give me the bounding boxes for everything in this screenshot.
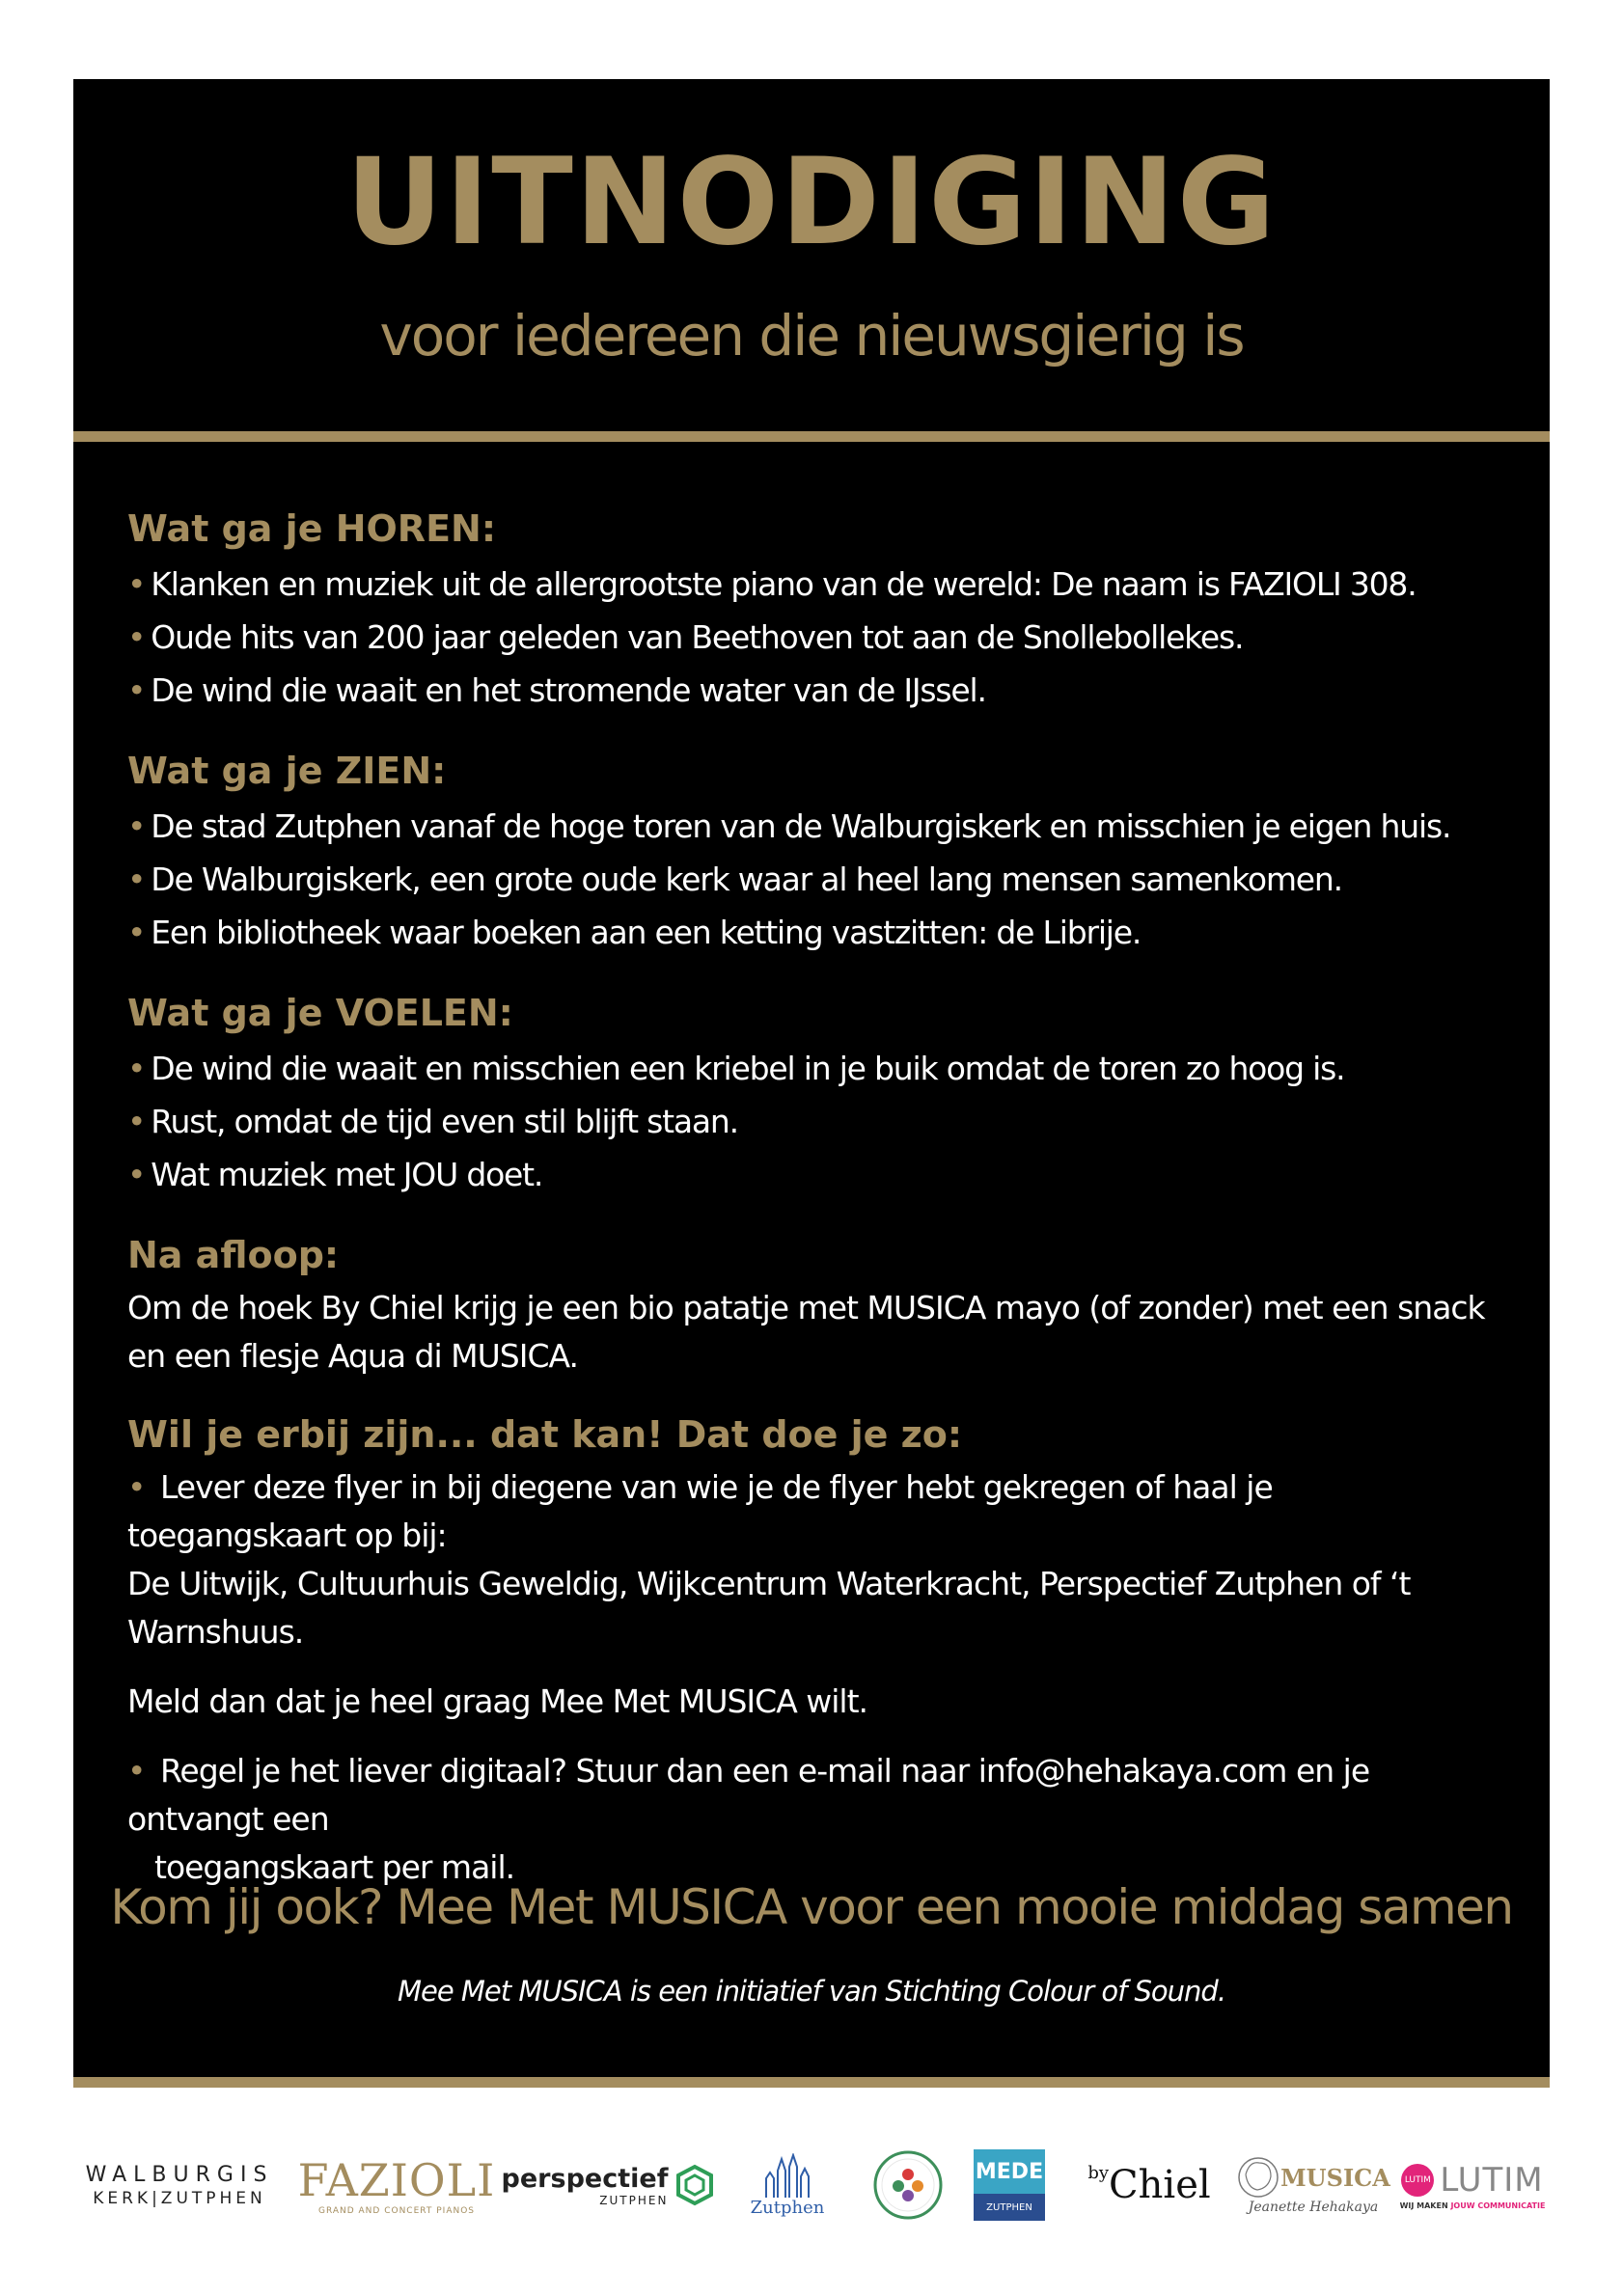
- bullet-icon: •: [127, 1050, 146, 1087]
- bullet-icon: •: [127, 618, 146, 656]
- zutphen-skyline-icon: [758, 2153, 816, 2198]
- bottom-divider: [73, 2077, 1550, 2088]
- perspectief-logo: perspectief ZUTPHEN: [498, 2132, 720, 2238]
- section-heading: Wat ga je VOELEN:: [127, 992, 513, 1034]
- section-heading: Wat ga je ZIEN:: [127, 750, 447, 792]
- bullet-icon: •: [127, 914, 146, 951]
- community-circle-icon: [872, 2149, 944, 2221]
- section-na-afloop: [127, 1230, 1498, 1380]
- by-chiel-logo: $^{by}$Chiel: [1087, 2163, 1211, 2207]
- gemeente-zutphen-logo: Zutphen: [734, 2132, 840, 2238]
- bullet-icon: •: [127, 671, 146, 709]
- bullet-icon: •: [127, 1156, 146, 1193]
- bullet-icon: •: [127, 1103, 146, 1140]
- bullet-icon: •: [127, 565, 146, 603]
- section-heading: Wil je erbij zijn... dat kan! Dat doe je zo:: [127, 1413, 963, 1456]
- afloop-text: Om de hoek By Chiel krijg je een bio patatje met MUSICA mayo (of zonder) met een snack en een flesje Aqua di MUSICA.: [127, 1289, 1485, 1375]
- list-item: • De Walburgiskerk, een grote oude kerk waar al heel lang mensen samenkomen.: [127, 861, 1342, 898]
- section-zien: [127, 746, 1498, 959]
- digital-instruction-cont: toegangskaart per mail.: [154, 1848, 515, 1886]
- bullet-list: [127, 800, 1498, 959]
- lutim-logo: LUTIM LUTIM WIJ MAKEN JOUW COMMUNICATIE: [1399, 2160, 1546, 2210]
- mede-zutphen-logo: MEDE ZUTPHEN: [956, 2132, 1062, 2238]
- lutim-badge-icon: LUTIM: [1401, 2164, 1434, 2197]
- call-to-action: Kom jij ook? Mee Met MUSICA voor een mooie middag samen: [110, 1879, 1513, 1935]
- list-item: • Wat muziek met JOU doet.: [127, 1156, 543, 1193]
- bullet-list: [127, 558, 1498, 717]
- meld-text: Meld dan dat je heel graag Mee Met MUSICA wilt.: [127, 1682, 868, 1720]
- section-voelen: [127, 988, 1498, 1201]
- bullet-icon: •: [127, 1468, 146, 1506]
- flyer-instruction: • Lever deze flyer in bij diegene van wie je de flyer hebt gekregen of haal je toegangskaart op bij:: [127, 1468, 1273, 1554]
- list-item: • Een bibliotheek waar boeken aan een ketting vastzitten: de Librije.: [127, 914, 1142, 951]
- section-heading: Na afloop:: [127, 1234, 340, 1276]
- perspectief-hexagon-icon: [674, 2164, 716, 2206]
- list-item: • De stad Zutphen vanaf de hoge toren van de Walburgiskerk en misschien je eigen huis.: [127, 807, 1451, 845]
- list-item: • Klanken en muziek uit de allergrootste piano van de wereld: De naam is FAZIOLI 308.: [127, 565, 1417, 603]
- bullet-list: [127, 1042, 1498, 1201]
- fazioli-logo: FAZIOLI GRAND AND CONCERT PIANOS: [297, 2154, 496, 2216]
- list-item: • De wind die waait en het stromende water van de IJssel.: [127, 671, 986, 709]
- invitation-panel: [73, 79, 1550, 2088]
- footnote: Mee Met MUSICA is een initiatief van Stichting Colour of Sound.: [397, 1975, 1226, 2008]
- community-circle-logo: [855, 2132, 961, 2238]
- list-item: • De wind die waait en misschien een kriebel in je buik omdat de toren zo hoog is.: [127, 1050, 1345, 1087]
- digital-instruction: • Regel je het liever digitaal? Stuur dan een e-mail naar info@hehakaya.com en je ontvangt een: [127, 1752, 1370, 1838]
- sponsor-logos: [73, 2132, 1550, 2238]
- top-divider: [73, 431, 1550, 442]
- bullet-icon: •: [127, 807, 146, 845]
- content-body: [127, 504, 1498, 1921]
- walburgiskerk-logo: WALBURGIS KERK|ZUTPHEN: [85, 2162, 274, 2208]
- list-item: • Rust, omdat de tijd even stil blijft staan.: [127, 1103, 738, 1140]
- list-item: • Oude hits van 200 jaar geleden van Beethoven tot aan de Snollebollekes.: [127, 618, 1244, 656]
- pickup-locations: De Uitwijk, Cultuurhuis Geweldig, Wijkcentrum Waterkracht, Perspectief Zutphen of ‘t Warnshuus.: [127, 1565, 1411, 1651]
- bullet-icon: •: [127, 861, 146, 898]
- section-erbij-zijn: [127, 1409, 1498, 1892]
- page-subtitle: voor iedereen die nieuwsgierig is: [379, 303, 1244, 369]
- page-title: UITNODIGING: [345, 133, 1278, 272]
- bullet-icon: •: [127, 1752, 146, 1790]
- section-horen: [127, 504, 1498, 717]
- section-heading: Wat ga je HOREN:: [127, 507, 497, 550]
- musica-portrait-icon: [1236, 2155, 1280, 2200]
- musica-logo: MUSICA Jeanette Hehakaya: [1231, 2132, 1395, 2238]
